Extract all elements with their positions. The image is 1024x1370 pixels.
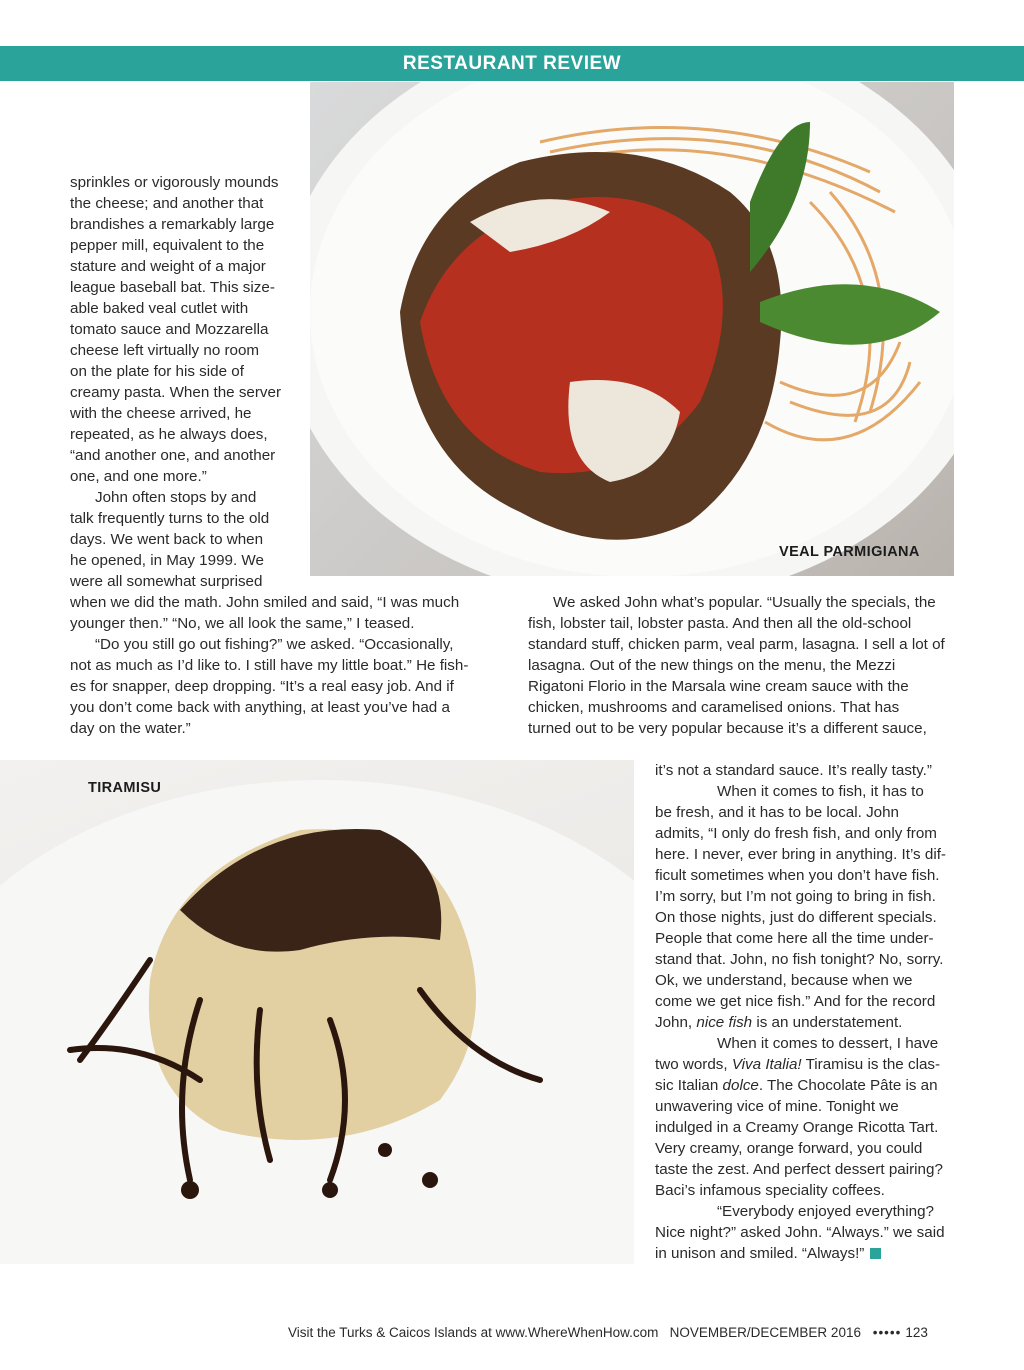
- veal-plate-illustration: [310, 82, 954, 576]
- footer-visit-text: Visit the Turks & Caicos Islands at www.WhereWhenHow.com: [288, 1325, 659, 1340]
- paragraph-continued: fish, lobster tail, lobster pasta. And then all the old-school standard stuff, chicken parm, veal parm, lasagna. I sell a lot of lasagna. Out of the new things on the menu, the Mezzi Rigatoni Florio in the Marsala wine cream sauce with the chicken, mushrooms and caramelised onions. That has turned out to be very popular because it’s a different sauce,: [528, 615, 945, 737]
- page-number: 123: [905, 1325, 928, 1340]
- paragraph: “Everybody enjoyed everything?: [717, 1203, 934, 1220]
- article-column-left-bottom: [70, 592, 473, 739]
- paragraph: when we did the math. John smiled and said, “I was much younger then.” “No, we all look the same,” I teased.: [70, 594, 460, 632]
- section-title: RESTAURANT REVIEW: [402, 53, 622, 74]
- article-column-right-bottom: [655, 760, 955, 1264]
- veal-parmigiana-photo: [310, 82, 954, 576]
- article-column-left-top: [70, 172, 302, 592]
- paragraph: When it comes to fish, it has to: [717, 783, 924, 800]
- paragraph: “Do you still go out fishing?” we asked. “Occasionally,: [95, 636, 454, 653]
- paragraph: sprinkles or vigorously mounds the cheese; and another that brandishes a remarkably large pepper mill, equivalent to the stature and weight of a major league baseball bat. This size- able baked veal cutlet with tomato sauce and Mozzarella cheese left virtually no room on the plate for his side of creamy pasta. When the server with the cheese arrived, he repeated, as he always does, “and another one, and another one, and one more.”: [70, 174, 282, 485]
- tiramisu-plate-illustration: [0, 760, 634, 1264]
- end-of-article-square-icon: [870, 1248, 881, 1259]
- paragraph-continued: two words, Viva Italia! Tiramisu is the clas- sic Italian dolce. The Chocolate Pâte is an unwavering vice of mine. Tonight we indulged in a Creamy Orange Ricotta Tart. Very creamy, orange forward, you could taste the zest. And perfect dessert pairing? Baci’s infamous speciality coffees.: [655, 1056, 943, 1199]
- paragraph: John often stops by and: [95, 489, 257, 506]
- paragraph: When it comes to dessert, I have: [717, 1035, 939, 1052]
- tiramisu-caption: TIRAMISU: [88, 780, 162, 796]
- article-column-right-mid: [528, 592, 955, 739]
- paragraph-continued: Nice night?” asked John. “Always.” we said in unison and smiled. “Always!”: [655, 1224, 945, 1262]
- footer-dots: •••••: [872, 1325, 902, 1340]
- page-footer: [288, 1325, 958, 1340]
- paragraph-continued: it’s not a standard sauce. It’s really tasty.”: [655, 762, 932, 779]
- section-banner: [0, 46, 1024, 81]
- veal-caption: VEAL PARMIGIANA: [779, 544, 920, 560]
- paragraph-continued: talk frequently turns to the old days. We went back to when he opened, in May 1999. We were all somewhat surprised: [70, 510, 270, 590]
- tiramisu-photo: [0, 760, 634, 1264]
- paragraph-continued: not as much as I’d like to. I still have my little boat.” He fish- es for snapper, deep dropping. “It’s a real easy job. And if you don’t come back with anything, at least you’ve had a day on the water.”: [70, 657, 469, 737]
- paragraph-continued: be fresh, and it has to be local. John admits, “I only do fresh fish, and only from here. I never, ever bring in anything. It’s dif- ficult sometimes when you don’t have fish. I’m sorry, but I’m not going to bring in fish. On those nights, just do different specials. People that come here all the time under- stand that. John, no fish tonight? No, sorry. Ok, we understand, because when we come we get nice fish.” And for the record John, nice fish is an understatement.: [655, 804, 946, 1031]
- paragraph: We asked John what’s popular. “Usually the specials, the: [553, 594, 936, 611]
- footer-issue: NOVEMBER/DECEMBER 2016: [669, 1325, 861, 1340]
